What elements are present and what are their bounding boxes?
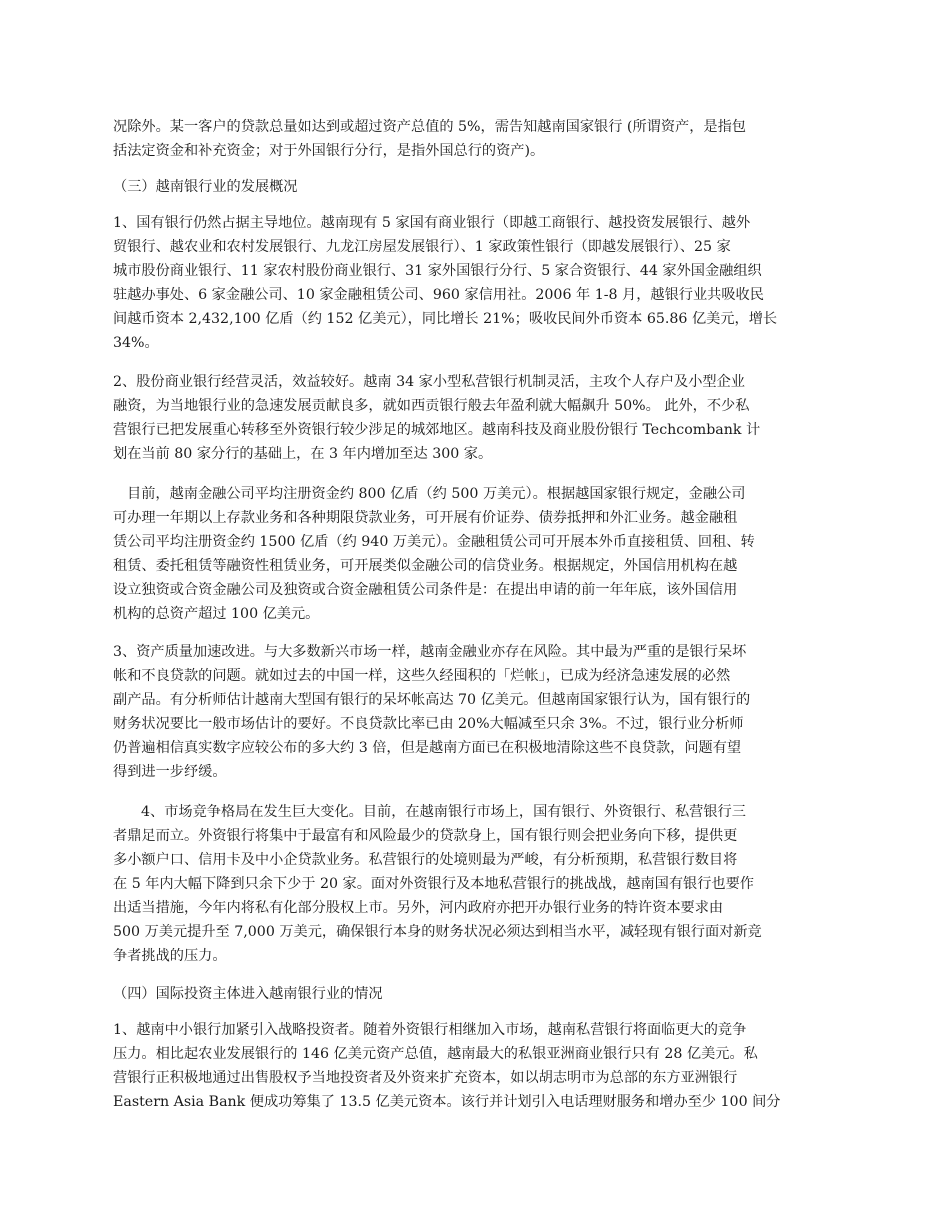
text-line: 营银行正积极地通过出售股权予当地投资者及外资来扩充资本，如以胡志明市为总部的东方亚洲银行: [113, 1070, 738, 1086]
text-line: 驻越办事处、6 家金融公司、10 家金融租赁公司、960 家信用社。2006 年 1-8 月，越银行业共吸收民: [113, 287, 764, 303]
text-line: 城市股份商业银行、11 家农村股份商业银行、31 家外国银行分行、5 家合资银行、44 家外国金融组织: [113, 263, 762, 279]
text-line: 争者挑战的压力。: [113, 948, 227, 964]
text-line: 间越币资本 2,432,100 亿盾（约 152 亿美元），同比增长 21%；吸收民间外币资本 65.86 亿美元，增长: [113, 311, 778, 327]
text-line: 划在当前 80 家分行的基础上，在 3 年内增加至达 300 家。: [113, 446, 493, 462]
text-line: 压力。相比起农业发展银行的 146 亿美元资产总值，越南最大的私银亚洲商业银行只有 28 亿美元。私: [113, 1046, 758, 1062]
text-line: 况除外。某一客户的贷款总量如达到或超过资产总值的 5%，需告知越南国家银行 (所谓资产，是指包: [113, 119, 746, 135]
text-line: 括法定资金和补充资金；对于外国银行分行，是指外国总行的资产)。: [113, 143, 545, 159]
section-heading-4: （四）国际投资主体进入越南银行业的情况: [113, 986, 383, 1002]
text-line: 仍普遍相信真实数字应较公布的多大约 3 倍，但是越南方面已在积极地清除这些不良贷款，问题有望: [113, 740, 742, 756]
text-line: 500 万美元提升至 7,000 万美元，确保银行本身的财务状况必须达到相当水平，减轻现有银行面对新竞: [113, 924, 762, 940]
paragraph-4: [113, 640, 841, 784]
text-line: 设立独资或合资金融公司及独资或合资金融租赁公司条件是：在提出申请的前一年年底，该外国信用: [113, 582, 738, 598]
text-line: 赁公司平均注册资金约 1500 亿盾（约 940 万美元）。金融租赁公司可开展本外币直接租赁、回租、转: [113, 534, 755, 550]
text-line: 3、资产质量加速改进。与大多数新兴市场一样，越南金融业亦存在风险。其中最为严重的是银行呆坏: [113, 644, 747, 660]
text-line: 34%。: [113, 335, 159, 351]
text-line: 营银行已把发展重心转移至外资银行较少涉足的城郊地区。越南科技及商业股份银行 Techcombank 计: [113, 422, 761, 438]
text-line: 得到进一步纾缓。: [113, 764, 227, 780]
text-line: 目前，越南金融公司平均注册资金约 800 亿盾（约 500 万美元）。根据越国家银行规定，金融公司: [127, 486, 746, 502]
text-line: 帐和不良贷款的问题。就如过去的中国一样，这些久经囤积的「烂帐」，已成为经济急速发展的必然: [113, 668, 731, 684]
paragraph-5: [113, 800, 841, 968]
text-line: 4、市场竞争格局在发生巨大变化。目前，在越南银行市场上，国有银行、外资银行、私营银行三: [141, 804, 746, 820]
text-line: 融资，为当地银行业的急速发展贡献良多，就如西贡银行般去年盈利就大幅飙升 50%。 此外，不少私: [113, 398, 750, 414]
paragraph-1: [113, 211, 841, 355]
text-line: 副产品。有分析师估计越南大型国有银行的呆坏帐高达 70 亿美元。但越南国家银行认为，国有银行的: [113, 692, 751, 708]
paragraph-6: [113, 1018, 841, 1114]
paragraph-2: [113, 370, 841, 466]
section-heading-3: （三）越南银行业的发展概况: [113, 179, 298, 195]
text-line: 2、股份商业银行经营灵活，效益较好。越南 34 家小型私营银行机制灵活，主攻个人存户及小型企业: [113, 374, 745, 390]
text-line: 租赁、委托租赁等融资性租赁业务，可开展类似金融公司的信贷业务。根据规定，外国信用机构在越: [113, 558, 738, 574]
text-line: 贸银行、越农业和农村发展银行、九龙江房屋发展银行）、1 家政策性银行（即越发展银行）、25 家: [113, 239, 731, 255]
paragraph-intro: [113, 115, 841, 163]
text-line: 出适当措施，今年内将私有化部分股权上市。另外，河内政府亦把开办银行业务的特许资本要求由: [113, 900, 724, 916]
text-line: 在 5 年内大幅下降到只余下少于 20 家。面对外资银行及本地私营银行的挑战战，越南国有银行也要作: [113, 876, 754, 892]
paragraph-3: [113, 482, 841, 626]
text-line: Eastern Asia Bank 便成功筹集了 13.5 亿美元资本。该行并计划引入电话理财服务和增办至少 100 间分: [113, 1094, 781, 1110]
text-line: 财务状况要比一般市场估计的要好。不良贷款比率已由 20%大幅减至只余 3%。不过，银行业分析师: [113, 716, 744, 732]
text-line: 多小额户口、信用卡及中小企贷款业务。私营银行的处境则最为严峻，有分析预期，私营银行数目将: [113, 852, 738, 868]
text-line: 机构的总资产超过 100 亿美元。: [113, 606, 320, 622]
text-line: 1、国有银行仍然占据主导地位。越南现有 5 家国有商业银行（即越工商银行、越投资发展银行、越外: [113, 215, 751, 231]
text-line: 1、越南中小银行加紧引入战略投资者。随着外资银行相继加入市场，越南私营银行将面临更大的竞争: [113, 1022, 747, 1038]
text-line: 者鼎足而立。外资银行将集中于最富有和风险最少的贷款身上，国有银行则会把业务向下移，提供更: [113, 828, 738, 844]
text-line: 可办理一年期以上存款业务和各种期限贷款业务，可开展有价证券、债券抵押和外汇业务。越金融租: [113, 510, 738, 526]
